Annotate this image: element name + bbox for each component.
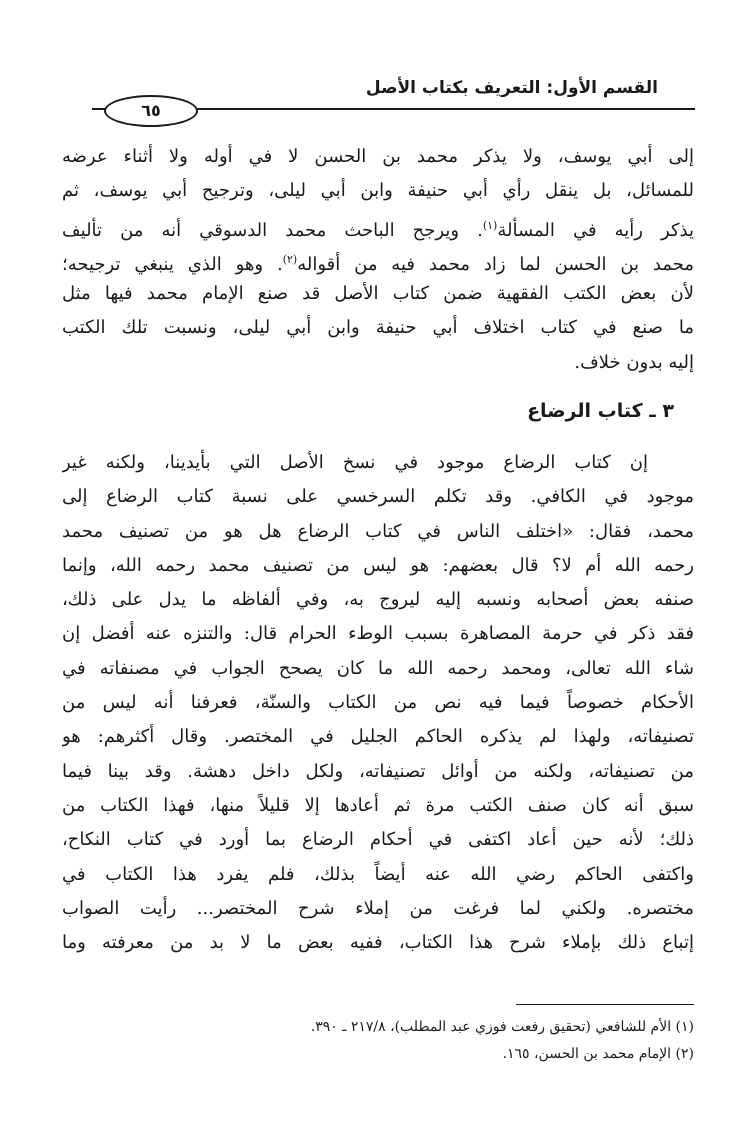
text-line: إليه بدون خلاف.: [574, 351, 694, 373]
text-line: الأحكام خصوصاً فيما فيه نص من الكتاب والسنّة، فعرفنا أنه ليس من: [62, 692, 694, 714]
text-line: ذلك؛ لأنه حين أعاد اكتفى في أحكام الرضاع بما أورد في كتاب النكاح،: [62, 829, 694, 851]
footnote-ref-1[interactable]: (١): [482, 218, 498, 232]
text-fragment: . وهو الذي ينبغي ترجيحه؛: [62, 253, 283, 275]
text-line: شاء الله تعالى، ومحمد رحمه الله ما كان يصحح الجواب في مصنفاته في: [62, 657, 694, 679]
text-line: إتباع ذلك بإملاء شرح هذا الكتاب، ففيه بعض ما لا بد من معرفته وما: [62, 932, 694, 954]
text-line: إلى أبي يوسف، ولا يذكر محمد بن الحسن لا في أوله ولا أثناء عرضه: [62, 146, 694, 167]
footnote-rule: [516, 1004, 694, 1005]
text-line: موجود في الكافي. وقد تكلم السرخسي على نسبة كتاب الرضاع إلى: [62, 486, 694, 508]
text-line: تصنيفاته، ولهذا لم يذكره الحاكم الجليل في المختصر. وقال أكثرهم: هو: [62, 726, 694, 748]
section-heading: ٣ ـ كتاب الرضاع: [527, 400, 674, 422]
text-line: مختصره. ولكني لما فرغت من إملاء شرح المختصر... رأيت الصواب: [62, 897, 694, 919]
text-line: ما صنع في كتاب اختلاف أبي حنيفة وابن أبي ليلى، ونسبت تلك الكتب: [62, 317, 694, 339]
paragraph-2: [62, 446, 694, 960]
text-line: محمد، فقال: «اختلف الناس في كتاب الرضاع هل هو من تصنيف محمد: [62, 520, 694, 542]
page-number: ٦٥: [104, 95, 198, 127]
paragraph-1: [62, 140, 694, 380]
text-fragment: يذكر رأيه في المسألة: [497, 219, 694, 241]
text-line: إن كتاب الرضاع موجود في نسخ الأصل التي بأيدينا، ولكنه غير: [62, 452, 648, 473]
text-line: [62, 209, 694, 243]
text-line: للمسائل، بل ينقل رأي أبي حنيفة وابن أبي ليلى، وترجيح أبي يوسف، ثم: [62, 180, 694, 202]
text-line: سبق أنه كان صنف الكتب مرة ثم أعادها إلا قليلاً منها، فهذا الكتاب من: [62, 794, 694, 816]
text-line: واكتفى الحاكم رضي الله عنه أيضاً بذلك، فلم يفرد هذا الكتاب في: [62, 863, 694, 885]
text-fragment: محمد بن الحسن لما زاد محمد فيه من أقواله: [297, 253, 694, 275]
text-line: [62, 243, 694, 277]
text-line: فقد ذكر في حرمة المصاهرة بسبب الوطء الحرام قال: والتنزه عنه أفضل إن: [62, 623, 694, 645]
footnote-1: (١) الأم للشافعي (تحقيق رفعت فوزي عبد المطلب)، ٢١٧/٨ ـ ٣٩٠.: [310, 1019, 694, 1035]
footnote-2: (٢) الإمام محمد بن الحسن، ١٦٥.: [502, 1046, 694, 1062]
footnote-ref-2[interactable]: (٢): [282, 252, 298, 266]
footnotes: [62, 1014, 694, 1068]
text-line: صنفه بعض أصحابه ونسبه إليه ليروج به، وفي ألفاظه ما يدل على ذلك،: [62, 589, 694, 611]
text-fragment: . ويرجح الباحث محمد الدسوقي أنه من تأليف: [62, 219, 483, 241]
text-line: لأن بعض الكتب الفقهية ضمن كتاب الأصل قد صنع الإمام محمد فيها مثل: [62, 283, 694, 305]
text-line: من تصنيفاته، ولكنه من أوائل تصنيفاته، ولكل داخل دهشة. وقد بينا فيما: [62, 760, 694, 782]
text-line: رحمه الله أم لا؟ قال بعضهم: هو ليس من تصنيف محمد رحمه الله، وإنما: [62, 554, 694, 576]
running-title: القسم الأول: التعريف بكتاب الأصل: [365, 78, 658, 98]
